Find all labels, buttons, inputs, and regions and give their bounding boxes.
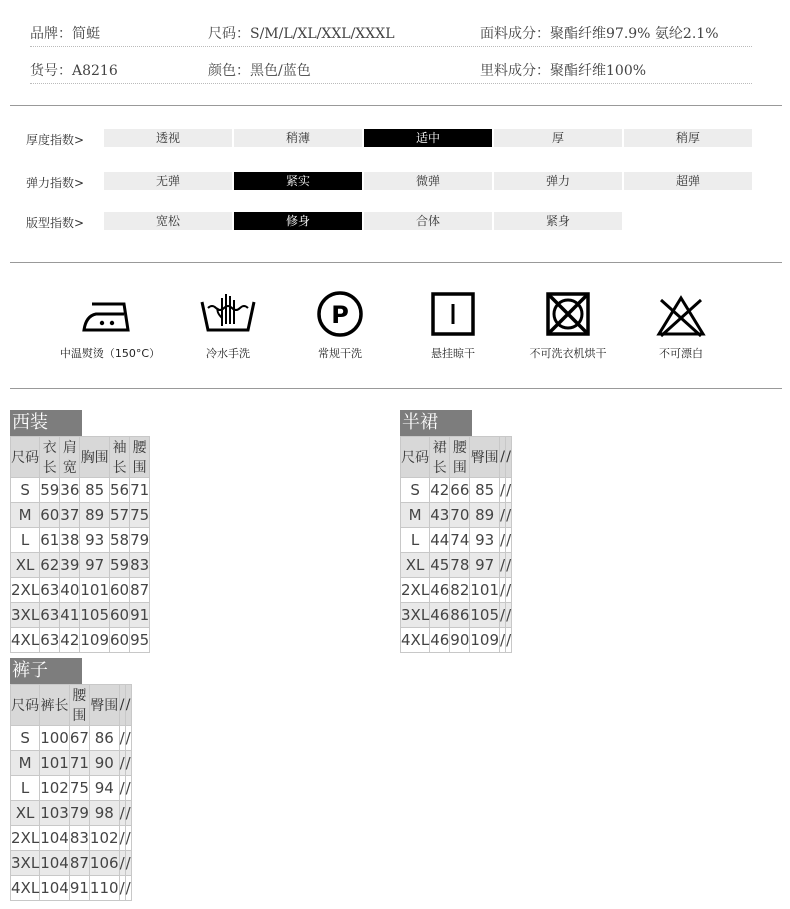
lining-text: 里料成分：聚酯纤维100%: [480, 63, 647, 79]
divider: [10, 388, 782, 389]
index-option: 紧实: [234, 172, 362, 190]
care-label: 冷水手洗: [206, 347, 250, 360]
table-cell: /: [119, 801, 125, 826]
column-header: 腰围: [69, 685, 89, 726]
table-cell: /: [500, 528, 506, 553]
table-cell: 60: [110, 603, 130, 628]
table-cell: 82: [450, 578, 470, 603]
index-label: 厚度指数>: [26, 133, 85, 147]
table-cell: 79: [130, 528, 150, 553]
index-option: 无弹: [104, 172, 232, 190]
index-option: 修身: [234, 212, 362, 230]
table-cell: 46: [430, 603, 450, 628]
column-header: 腰围: [130, 437, 150, 478]
table-row: [401, 578, 512, 603]
table-cell: /: [125, 801, 131, 826]
column-header: 腰围: [450, 437, 470, 478]
table-row: [11, 726, 132, 751]
brand-text: 品牌：简蜓: [30, 26, 100, 42]
table-row: [11, 628, 150, 653]
table-cell: 2XL: [11, 578, 40, 603]
hang-dry-icon: [423, 290, 483, 338]
dry-clean-p-icon: [310, 290, 370, 338]
table-cell: /: [119, 826, 125, 851]
table-cell: /: [500, 578, 506, 603]
iron-medium-icon: [80, 290, 140, 338]
table-cell: 78: [450, 553, 470, 578]
index-option: 紧身: [494, 212, 622, 230]
table-cell: 71: [130, 478, 150, 503]
table-cell: /: [500, 553, 506, 578]
table-row: [11, 503, 150, 528]
index-option: 弹力: [494, 172, 622, 190]
table-cell: /: [506, 603, 512, 628]
table-cell: 58: [110, 528, 130, 553]
table-cell: /: [125, 776, 131, 801]
table-cell: M: [11, 503, 40, 528]
table-cell: 66: [450, 478, 470, 503]
table-cell: 93: [80, 528, 110, 553]
table-cell: 2XL: [11, 826, 40, 851]
table-cell: 61: [40, 528, 60, 553]
table-cell: 105: [80, 603, 110, 628]
table-cell: 110: [89, 876, 119, 901]
table-cell: XL: [11, 801, 40, 826]
table-cell: /: [500, 628, 506, 653]
column-header: /: [119, 685, 125, 726]
table-cell: 87: [130, 578, 150, 603]
table-cell: 85: [80, 478, 110, 503]
table-cell: 104: [40, 851, 70, 876]
table-cell: 97: [80, 553, 110, 578]
table-cell: 98: [89, 801, 119, 826]
index-label: 弹力指数>: [26, 176, 85, 190]
column-header: /: [125, 685, 131, 726]
table-cell: 75: [130, 503, 150, 528]
table-cell: /: [506, 503, 512, 528]
table-cell: /: [119, 876, 125, 901]
table-cell: /: [125, 876, 131, 901]
table-cell: 83: [130, 553, 150, 578]
table-row: [401, 503, 512, 528]
table-cell: 102: [40, 776, 70, 801]
table-cell: 38: [60, 528, 80, 553]
table-row: [11, 801, 132, 826]
column-header: 尺码: [11, 437, 40, 478]
table-cell: 85: [470, 478, 500, 503]
table-cell: /: [125, 751, 131, 776]
column-header: 尺码: [11, 685, 40, 726]
table-cell: 101: [470, 578, 500, 603]
table-cell: /: [500, 478, 506, 503]
table-cell: 60: [110, 578, 130, 603]
table-cell: L: [11, 776, 40, 801]
table-cell: 90: [89, 751, 119, 776]
table-cell: 83: [69, 826, 89, 851]
svg-text:P: P: [331, 301, 349, 329]
table-cell: 93: [470, 528, 500, 553]
table-row: [11, 751, 132, 776]
table-cell: /: [500, 603, 506, 628]
table-cell: 101: [40, 751, 70, 776]
table-cell: 101: [80, 578, 110, 603]
table-row: [11, 553, 150, 578]
index-option: 厚: [494, 129, 622, 147]
table-cell: 71: [69, 751, 89, 776]
table-cell: /: [125, 826, 131, 851]
index-option: 超弹: [624, 172, 752, 190]
index-option: 宽松: [104, 212, 232, 230]
table-cell: 62: [40, 553, 60, 578]
table-cell: 106: [89, 851, 119, 876]
care-item: [393, 290, 513, 360]
no-bleach-icon: [651, 290, 711, 338]
index-option: 合体: [364, 212, 492, 230]
table-row: [401, 478, 512, 503]
column-header: /: [506, 437, 512, 478]
index-label: 版型指数>: [26, 216, 85, 230]
table-row: [401, 528, 512, 553]
table-row: [401, 553, 512, 578]
color-text: 颜色：黑色/蓝色: [208, 63, 311, 79]
table-cell: 74: [450, 528, 470, 553]
care-item: [50, 290, 170, 360]
care-label: 悬挂晾干: [431, 347, 475, 360]
column-header: 尺码: [401, 437, 430, 478]
size-table: [400, 436, 512, 653]
table-cell: 40: [60, 578, 80, 603]
table-cell: 46: [430, 628, 450, 653]
care-item: [280, 290, 400, 360]
table-cell: /: [506, 578, 512, 603]
table-row: [11, 776, 132, 801]
fabric-text: 面料成分：聚酯纤维97.9% 氨纶2.1%: [480, 26, 719, 42]
table-header-row: [11, 437, 150, 478]
table-cell: 42: [60, 628, 80, 653]
index-option: 稍厚: [624, 129, 752, 147]
table-row: [11, 826, 132, 851]
table-cell: L: [401, 528, 430, 553]
table-cell: 104: [40, 826, 70, 851]
table-cell: S: [11, 726, 40, 751]
item-no-text: 货号：A8216: [30, 63, 118, 79]
info-row-1: [30, 18, 752, 47]
table-cell: 91: [130, 603, 150, 628]
table-cell: /: [119, 726, 125, 751]
table-title-tab: 半裙: [400, 410, 472, 436]
table-title-tab: 西装: [10, 410, 82, 436]
table-cell: 100: [40, 726, 70, 751]
table-cell: 2XL: [401, 578, 430, 603]
size-table: [10, 436, 150, 653]
table-cell: 39: [60, 553, 80, 578]
table-cell: 89: [470, 503, 500, 528]
hand-wash-icon: [198, 290, 258, 338]
table-cell: 103: [40, 801, 70, 826]
column-header: 裙长: [430, 437, 450, 478]
table-cell: /: [506, 553, 512, 578]
table-cell: 75: [69, 776, 89, 801]
size-table: [10, 684, 132, 901]
table-cell: /: [125, 851, 131, 876]
care-label: 中温熨烫（150°C）: [59, 347, 161, 360]
table-cell: 4XL: [401, 628, 430, 653]
table-row: [11, 478, 150, 503]
table-cell: 102: [89, 826, 119, 851]
column-header: 肩宽: [60, 437, 80, 478]
table-cell: 67: [69, 726, 89, 751]
table-cell: 91: [69, 876, 89, 901]
table-cell: /: [506, 628, 512, 653]
index-option: 微弹: [364, 172, 492, 190]
table-row: [401, 628, 512, 653]
table-cell: 37: [60, 503, 80, 528]
table-cell: /: [119, 751, 125, 776]
table-cell: 109: [80, 628, 110, 653]
table-cell: 86: [450, 603, 470, 628]
table-cell: 60: [110, 628, 130, 653]
table-title-tab: 裤子: [10, 658, 82, 684]
table-cell: 109: [470, 628, 500, 653]
table-cell: M: [11, 751, 40, 776]
table-cell: 95: [130, 628, 150, 653]
column-header: 臀围: [470, 437, 500, 478]
column-header: 衣长: [40, 437, 60, 478]
table-cell: S: [401, 478, 430, 503]
table-cell: 46: [430, 578, 450, 603]
info-row-2: [30, 55, 752, 84]
column-header: 臀围: [89, 685, 119, 726]
table-cell: 87: [69, 851, 89, 876]
table-cell: 70: [450, 503, 470, 528]
table-cell: 4XL: [11, 628, 40, 653]
care-item: [168, 290, 288, 360]
table-cell: 59: [40, 478, 60, 503]
table-cell: 3XL: [11, 603, 40, 628]
table-cell: /: [119, 776, 125, 801]
table-cell: 90: [450, 628, 470, 653]
column-header: /: [500, 437, 506, 478]
table-header-row: [401, 437, 512, 478]
table-cell: 104: [40, 876, 70, 901]
table-cell: L: [11, 528, 40, 553]
table-row: [11, 603, 150, 628]
divider: [10, 105, 782, 106]
table-cell: 36: [60, 478, 80, 503]
table-cell: 4XL: [11, 876, 40, 901]
table-cell: 63: [40, 578, 60, 603]
divider: [10, 262, 782, 263]
table-cell: 42: [430, 478, 450, 503]
table-cell: 41: [60, 603, 80, 628]
table-cell: S: [11, 478, 40, 503]
index-option: 适中: [364, 129, 492, 147]
table-cell: 94: [89, 776, 119, 801]
table-cell: 97: [470, 553, 500, 578]
care-label: 不可洗衣机烘干: [529, 347, 607, 360]
table-cell: 63: [40, 603, 60, 628]
table-row: [401, 603, 512, 628]
table-cell: 45: [430, 553, 450, 578]
column-header: 胸围: [80, 437, 110, 478]
table-cell: 60: [40, 503, 60, 528]
no-tumble-dry-icon: [538, 290, 598, 338]
product-info: [30, 18, 752, 92]
table-cell: 105: [470, 603, 500, 628]
index-option: 透视: [104, 129, 232, 147]
index-option: 稍薄: [234, 129, 362, 147]
table-cell: /: [125, 726, 131, 751]
table-cell: /: [500, 503, 506, 528]
table-header-row: [11, 685, 132, 726]
care-label: 常规干洗: [318, 347, 362, 360]
table-cell: /: [119, 851, 125, 876]
table-cell: 89: [80, 503, 110, 528]
table-cell: 57: [110, 503, 130, 528]
table-cell: M: [401, 503, 430, 528]
care-item: [508, 290, 628, 360]
table-row: [11, 528, 150, 553]
care-label: 不可漂白: [659, 347, 703, 360]
table-cell: 56: [110, 478, 130, 503]
table-cell: XL: [401, 553, 430, 578]
table-cell: 3XL: [401, 603, 430, 628]
table-row: [11, 851, 132, 876]
table-cell: 63: [40, 628, 60, 653]
sizes-text: 尺码：S/M/L/XL/XXL/XXXL: [208, 26, 395, 42]
column-header: 裤长: [40, 685, 70, 726]
care-item: [621, 290, 741, 360]
table-cell: /: [506, 478, 512, 503]
table-cell: XL: [11, 553, 40, 578]
table-cell: 86: [89, 726, 119, 751]
column-header: 袖长: [110, 437, 130, 478]
table-cell: /: [506, 528, 512, 553]
table-cell: 3XL: [11, 851, 40, 876]
table-cell: 44: [430, 528, 450, 553]
table-row: [11, 876, 132, 901]
table-cell: 79: [69, 801, 89, 826]
table-cell: 43: [430, 503, 450, 528]
table-row: [11, 578, 150, 603]
table-cell: 59: [110, 553, 130, 578]
